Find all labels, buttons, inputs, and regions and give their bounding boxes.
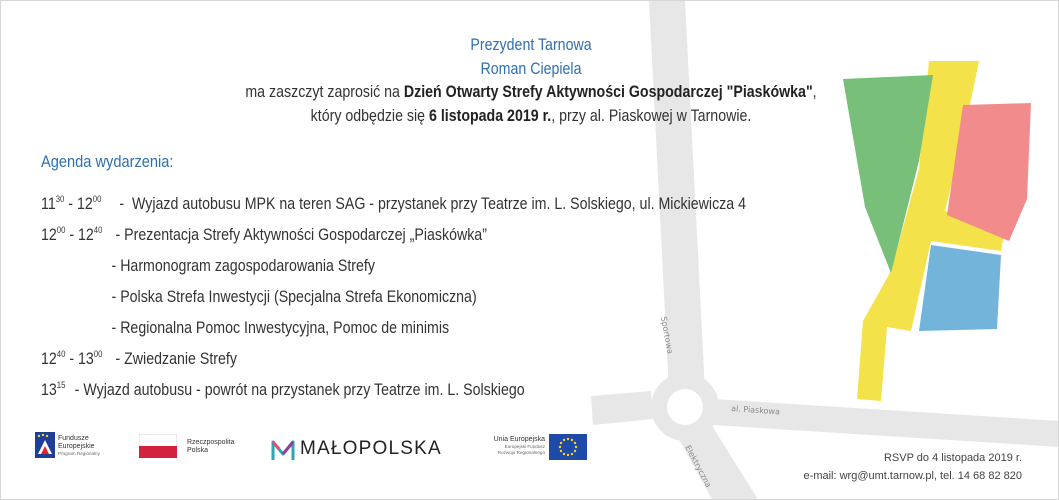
rsvp-contact: e-mail: wrg@umt.tarnow.pl, tel. 14 68 82 820 (803, 470, 1022, 482)
event-date: 6 listopada 2019 r. (428, 106, 552, 125)
road-label-sportowa: Sportowa (659, 315, 675, 355)
host-name: Roman Ciepiela (480, 59, 582, 78)
fundusze-europejskie-icon (35, 432, 55, 458)
agenda-time: $13^{15}$ (41, 380, 66, 399)
invitation-header (221, 34, 840, 128)
agenda-time: $12^{40} - 13^{00}$ (41, 349, 103, 368)
agenda-item: $11^{30} - 12^{00}$ - Wyjazd autobusu MPK na teren SAG - przystanek przy Teatrze im. L. Solskiego, ul. Mickiewicza 4 (41, 189, 746, 220)
agenda-text: Wyjazd autobusu - powrót na przystanek przy Teatrze im. L. Solskiego (83, 381, 525, 399)
agenda-title: Agenda wydarzenia: (41, 152, 174, 171)
agenda-item: $12^{40} - 13^{00}$ - Zwiedzanie Strefy (41, 344, 746, 375)
agenda-subitem: - Polska Strefa Inwestycji (Specjalna Strefa Ekonomiczna) (111, 288, 477, 306)
agenda-item: $12^{00} - 12^{40}$ - Prezentacja Strefy Aktywności Gospodarczej „Piaskówka” (41, 220, 746, 251)
host-title: Prezydent Tarnowa (470, 36, 592, 54)
agenda-item: $13^{15}$ - Wyjazd autobusu - powrót na przystanek przy Teatrze im. L. Solskiego (41, 375, 746, 406)
date-line: który odbędzie się 6 listopada 2019 r., przy al. Piaskowej w Tarnowie. (310, 106, 752, 125)
road-label-elektryczna: Elektryczna (683, 443, 714, 490)
malopolska-wordmark: MAŁOPOLSKA (300, 438, 442, 459)
rsvp-deadline: RSVP do 4 listopada 2019 r. (883, 452, 1022, 464)
event-name: Dzień Otwarty Strefy Aktywności Gospodarczej "Piaskówka" (403, 83, 813, 101)
agenda-subitem: - Harmonogram zagospodarowania Strefy (111, 257, 375, 275)
agenda-time: $11^{30} - 12^{00}$ (41, 194, 102, 213)
polish-flag-icon (139, 434, 177, 458)
malopolska-m-icon (271, 438, 295, 462)
plot-blue (919, 245, 1001, 331)
invitation-line: ma zaszczyt zaprosić na Dzień Otwarty Strefy Aktywności Gospodarczej "Piaskówka", (245, 83, 817, 101)
eu-flag-icon (549, 434, 587, 460)
agenda-list (41, 189, 746, 406)
invitation-card: Sportowa al. Piaskowa Elektryczna Prezydent Tarnowa Roman Ciepiela ma zaszczyt zaprosić na Dzień Otwarty Strefy Aktywności Gospodarczej "Piaskówka", który odbędzie się 6 listopada 2019 r., przy al. Piaskowej w Tarnowie. Agenda wydarzenia: $11^{30} - 12^{00}$ - Wyjazd autobusu MPK na teren SAG - przystanek przy Teatrze im. L. Solskiego, ul. Mickiewicza 4 $12^{00} - 12^{40}$ - Prezentacja Strefy Aktywności Gospodarczej „Piaskówka” - Harmonogram zagospodarowania Strefy - Polska Strefa Inwestycji (Specjalna Strefa Ekonomiczna) - Regionalna Pomoc Inwestycyjna, Pomoc de minimis $12^{40} - 13^{00}$ - Zwiedzanie Strefy $13^{15}$ - Wyjazd autobusu - powrót na przystanek przy Teatrze im. L. Solskiego Fundusze Europejskie Program Regionalny Rzeczpospolita Polska MAŁOPOLSKA Unia Europejska Europejski Fundusz Rozwoju Regionalnego RSVP do 4 listopada 2019 r. e-mail: wrg@umt.tarnow.pl, tel. 14 68 82 820 (0, 0, 1059, 500)
agenda-text: Wyjazd autobusu MPK na teren SAG - przystanek przy Teatrze im. L. Solskiego, ul. Mickiewicza 4 (132, 195, 747, 213)
agenda-text: Zwiedzanie Strefy (124, 350, 237, 368)
agenda-text: Prezentacja Strefy Aktywności Gospodarczej „Piaskówka” (124, 226, 487, 244)
rsvp-info (804, 449, 1022, 485)
road-label-piaskowa: al. Piaskowa (730, 404, 781, 417)
agenda-time: $12^{00} - 12^{40}$ (41, 225, 103, 244)
agenda-subitem: - Regionalna Pomoc Inwestycyjna, Pomoc de minimis (111, 319, 450, 337)
